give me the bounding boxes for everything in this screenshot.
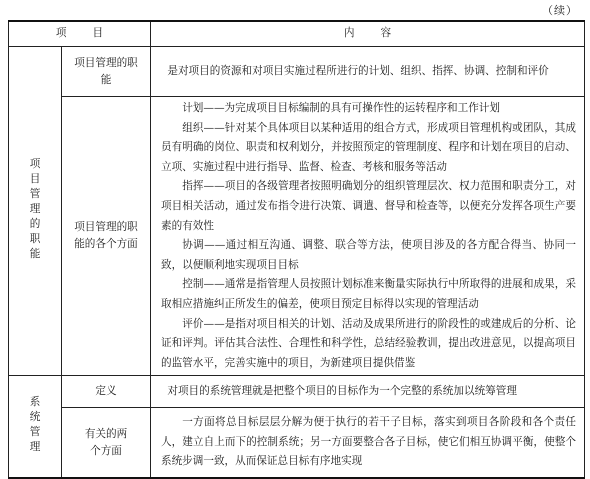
content-paragraph: 计划——为完成项目目标编制的具有可操作性的运转程序和工作计划 [182,102,500,114]
category-cell-system [9,376,62,478]
category-label: 项目管理的职能 [29,158,41,261]
content-paragraph: 评价——是指对项目相关的计划、活动及成果所进行的阶段性的或建成后的分析、论证和评判。评估其合法性、合理性和科学性，总结经验教训，提出改进意见，以提高项目的监管水平，完善实施中的项目，为新建项目提供借鉴 [161,317,576,369]
category-label: 系统管理 [29,396,41,454]
table-row [9,376,585,408]
header-item: 项目 [9,21,151,47]
table-header-row [9,21,585,47]
content-cell [151,97,585,376]
content-table [8,20,585,479]
subcategory-cell [62,47,151,97]
continuation-label: （续） [542,4,578,17]
subcategory-label: 有关的两个方面 [84,427,128,457]
content-paragraph: 控制——通常是指管理人员按照计划标准来衡量实际执行中所取得的进展和成果，采取相应措施纠正所发生的偏差，使项目预定目标得以实现的管理活动 [161,278,576,310]
content-paragraph: 对项目的系统管理就是把整个项目的目标作为一个完整的系统加以统筹管理 [167,385,517,398]
content-cell [151,408,585,478]
content-cell [151,47,585,97]
subcategory-cell [62,408,151,478]
subcategory-label: 定义 [95,385,117,398]
header-content: 内容 [151,21,585,47]
content-paragraph: 组织——针对某个具体项目以某种适用的组合方式，形成项目管理机构或团队，其成员有明确的岗位、职责和权利划分，并按照预定的管理制度、程序和计划在项目的启动、立项、实施过程中进行指导、监督、检查、考核和服务等活动 [161,121,576,173]
subcategory-cell [62,376,151,408]
table-row [9,97,585,376]
subcategory-label: 项目管理的职能的各个方面 [74,221,138,251]
table-row [9,408,585,478]
content-cell [151,376,585,408]
category-cell-functions [9,47,62,376]
content-paragraph: 一方面将总目标层层分解为便于执行的若干子目标，落实到项目各阶段和各个责任人，建立自上而下的控制系统；另一方面要整合各子目标，使它们相互协调平衡，使整个系统步调一致，从而保证总目标有序地实现 [161,416,576,468]
content-paragraph: 是对项目的资源和对项目实施过程所进行的计划、组织、指挥、协调、控制和评价 [167,64,549,77]
table-row [9,47,585,97]
content-paragraph: 指挥——项目的各级管理者按照明确划分的组织管理层次、权力范围和职责分工，对项目相关活动，通过发布指令进行决策、调遣、督导和检查等，以便充分发挥各项生产要素的有效性 [161,180,576,232]
subcategory-cell [62,97,151,376]
subcategory-label: 项目管理的职能 [74,56,138,86]
content-paragraph: 协调——通过相互沟通、调整、联合等方法，使项目涉及的各方配合得当、协同一致，以便顺利地实现项目目标 [161,239,576,271]
